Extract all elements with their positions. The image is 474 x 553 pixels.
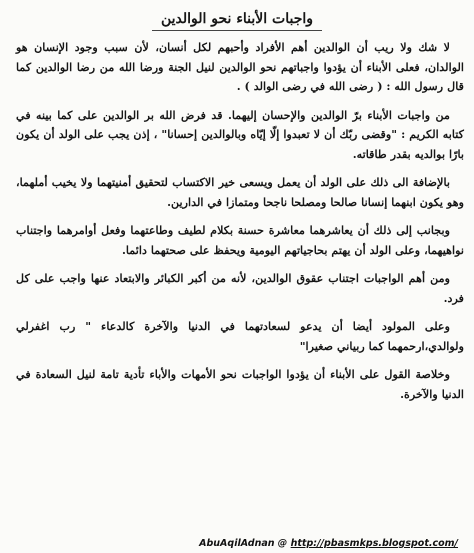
footer-credit [199, 538, 458, 549]
footer-author: AbuAqilAdnan @ [199, 538, 288, 549]
paragraph-birr: من واجبات الأبناء برّ الوالدين والإحسان إليهما. قد فرض الله بر الوالدين على كما بينه في كتابه الكريم : "وقضى ربّك أن لا تعبدوا إلّا إيّاه وبالوالدين إحسانا" ، إذن يجب على الولد أن يكون بارًا بوالديه بقدر طاقاته. [16, 107, 464, 161]
paragraph-treatment: وبجانب إلى ذلك أن يعاشرهما معاشرة حسنة بكلام لطيف وطاعتهما وفعل أوامرهما واجتناب نواهيهما، وعلى الولد أن يهتم بحاجياتهم اليومية ويحفظ على صحتهما دائما. [16, 223, 464, 257]
paragraph-effort: بالإضافة الى ذلك على الولد أن يعمل ويسعى خير الاكتساب لتحقيق أمنيتهما ولا يخيب أملهما، وهو يكون ابنهما إنسانا صالحا ومصلحا ناجحا ومتمازا في الدارين. [16, 175, 464, 209]
document-body [16, 38, 464, 413]
paragraph-intro: لا شك ولا ريب أن الوالدين أهم الأفراد وأحبهم لكل أنسان، لأن سبب وجود الإنسان هو الوالدان، فعلى الأبناء أن يؤدوا واجباتهم نحو الوالدين لنيل الجنة ورضا الله من رضا الوالدين كما قال رسول الله : ( رضى الله في رضى الوالد ) . [16, 40, 464, 93]
document-title: واجبات الأبناء نحو الوالدين [160, 11, 314, 27]
paragraph-disobedience: ومن أهم الواجبات اجتناب عقوق الوالدين، لأنه من أكبر الكبائر والابتعاد عنها واجب على كل فرد. [16, 271, 464, 305]
title-underline [152, 30, 322, 31]
footer-url-link[interactable]: http://pbasmkps.blogspot.com/ [290, 538, 458, 549]
paragraph-conclusion: وخلاصة القول على الأبناء أن يؤدوا الواجبات نحو الأمهات والأباء تأدية تامة لنيل السعادة في الدنيا والآخرة. [16, 367, 464, 401]
paragraph-prayer: وعلى المولود أيضا أن يدعو لسعادتهما في الدنيا والآخرة كالدعاء " رب اغفرلي ولوالدي،ارحمهما كما ربياني صغيرا" [16, 319, 464, 353]
